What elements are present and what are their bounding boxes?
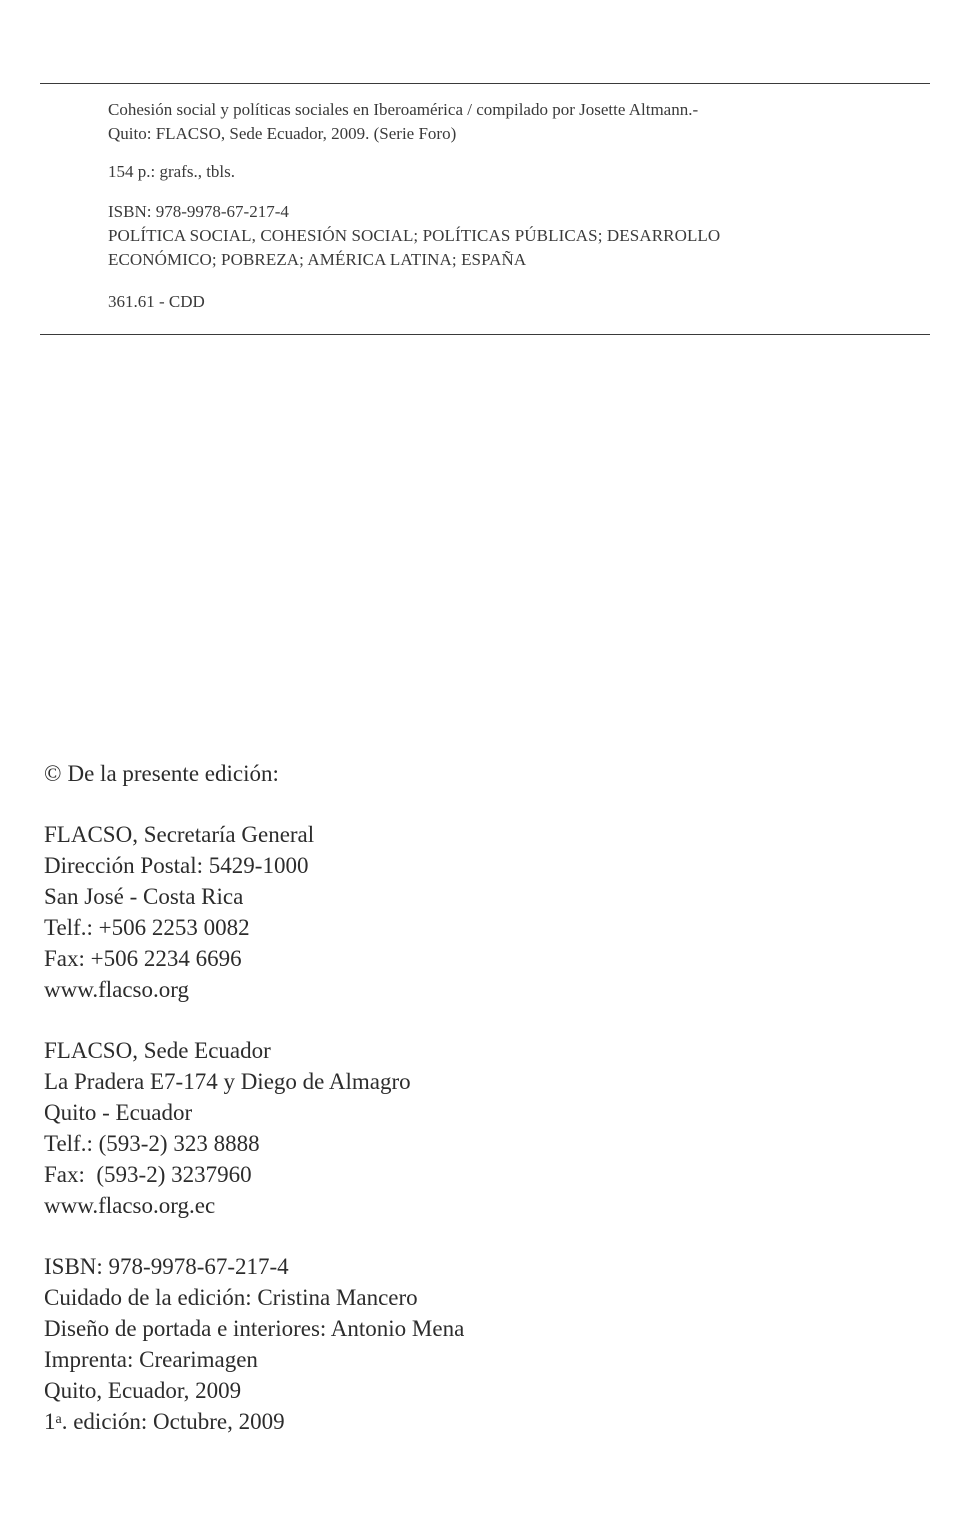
imprint-block	[44, 758, 924, 1437]
ecuador-office-phone: Telf.: (593-2) 323 8888	[44, 1131, 260, 1156]
ecuador-office-fax: Fax: (593-2) 3237960	[44, 1162, 252, 1187]
catalog-classification: 361.61 - CDD	[108, 292, 205, 311]
ecuador-office-address: La Pradera E7-174 y Diego de Almagro	[44, 1069, 411, 1094]
catalog-title-line-1: Cohesión social y políticas sociales en Iberoamérica / compilado por Josette Altmann.-	[108, 100, 699, 119]
general-secretariat-website: www.flacso.org	[44, 977, 189, 1002]
edition-date: . edición: Octubre, 2009	[61, 1409, 285, 1434]
top-rule	[40, 83, 930, 84]
edition-printer: Imprenta: Crearimagen	[44, 1347, 258, 1372]
edition-number-line	[44, 1406, 924, 1437]
ecuador-office-city: Quito - Ecuador	[44, 1100, 193, 1125]
catalog-record	[108, 98, 908, 314]
bottom-rule	[40, 334, 930, 335]
general-secretariat-name: FLACSO, Secretaría General	[44, 822, 315, 847]
edition-place-date: Quito, Ecuador, 2009	[44, 1378, 242, 1403]
edition-design-credit: Diseño de portada e interiores: Antonio Mena	[44, 1316, 465, 1341]
copyright-text: De la presente edición:	[67, 761, 279, 786]
ecuador-office-name: FLACSO, Sede Ecuador	[44, 1038, 271, 1063]
general-secretariat-phone: Telf.: +506 2253 0082	[44, 915, 250, 940]
copyright-symbol: ©	[44, 761, 62, 786]
catalog-isbn: ISBN: 978-9978-67-217-4	[108, 202, 289, 221]
copyright-line	[44, 758, 924, 789]
edition-ordinal: a	[55, 1412, 62, 1427]
ecuador-office-website: www.flacso.org.ec	[44, 1193, 216, 1218]
catalog-title-line-2: Quito: FLACSO, Sede Ecuador, 2009. (Serie Foro)	[108, 124, 457, 143]
catalog-subjects-line-1: POLÍTICA SOCIAL, COHESIÓN SOCIAL; POLÍTICAS PÚBLICAS; DESARROLLO	[108, 226, 721, 245]
catalog-subjects-line-2: ECONÓMICO; POBREZA; AMÉRICA LATINA; ESPAÑA	[108, 250, 527, 269]
edition-isbn: ISBN: 978-9978-67-217-4	[44, 1254, 289, 1279]
general-secretariat-city: San José - Costa Rica	[44, 884, 244, 909]
edition-editing-credit: Cuidado de la edición: Cristina Mancero	[44, 1285, 418, 1310]
general-secretariat-postal: Dirección Postal: 5429-1000	[44, 853, 309, 878]
general-secretariat-fax: Fax: +506 2234 6696	[44, 946, 242, 971]
catalog-physical-description: 154 p.: grafs., tbls.	[108, 162, 236, 181]
edition-number: 1	[44, 1409, 56, 1434]
